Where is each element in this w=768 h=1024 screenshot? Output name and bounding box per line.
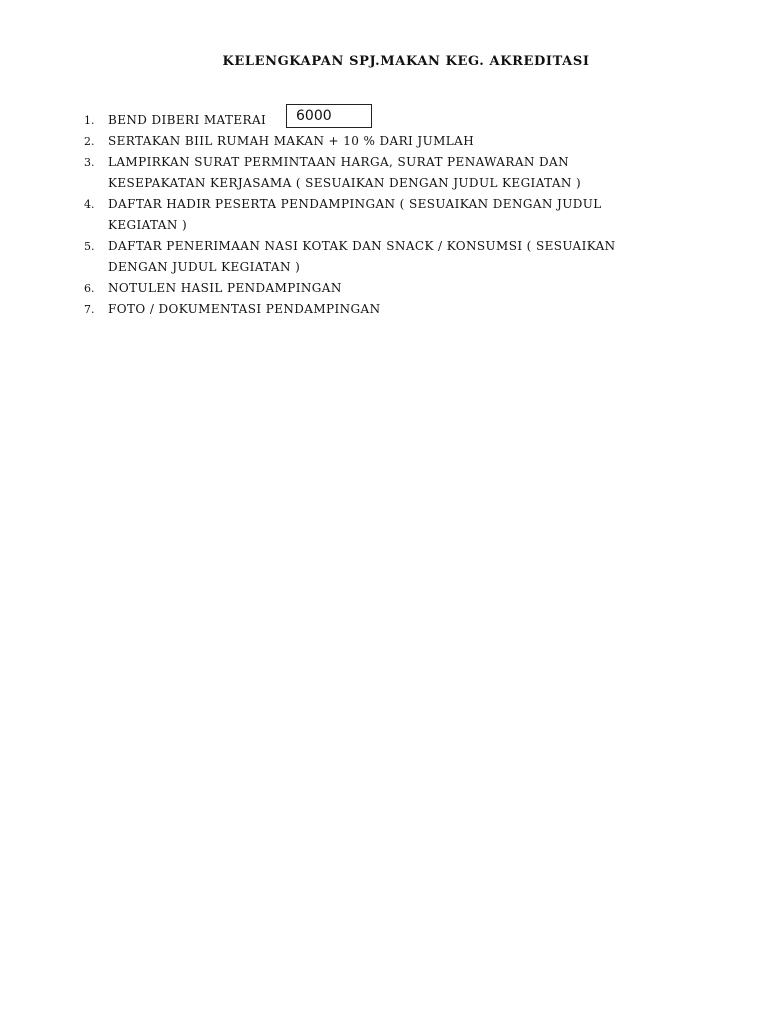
item-text: SERTAKAN BIIL RUMAH MAKAN + 10 % DARI JUMLAH (108, 134, 475, 148)
list-item (84, 131, 664, 152)
list-item (84, 236, 664, 278)
item-text: NOTULEN HASIL PENDAMPINGAN (108, 281, 342, 295)
item-number: 7. (84, 303, 95, 316)
item-text: BEND DIBERI MATERAI (108, 113, 267, 127)
item-number: 1. (84, 114, 95, 127)
list-item (84, 152, 664, 194)
stamp-value-box: 6000 (286, 104, 372, 128)
list-item (84, 110, 664, 131)
list-item (84, 299, 664, 320)
item-text: LAMPIRKAN SURAT PERMINTAAN HARGA, SURAT PENAWARAN DAN KESEPAKATAN KERJASAMA ( SESUAIKAN DENGAN JUDUL KEGIATAN ) (108, 155, 582, 190)
item-number: 3. (84, 156, 95, 169)
item-text: DAFTAR HADIR PESERTA PENDAMPINGAN ( SESUAIKAN DENGAN JUDUL KEGIATAN ) (108, 197, 602, 232)
item-number: 6. (84, 282, 95, 295)
requirements-list (84, 110, 664, 320)
item-number: 2. (84, 135, 95, 148)
list-item (84, 278, 664, 299)
item-text: DAFTAR PENERIMAAN NASI KOTAK DAN SNACK / KONSUMSI ( SESUAIKAN DENGAN JUDUL KEGIATAN ) (108, 239, 616, 274)
item-number: 4. (84, 198, 95, 211)
item-text: FOTO / DOKUMENTASI PENDAMPINGAN (108, 302, 381, 316)
document-title: KELENGKAPAN SPJ.MAKAN KEG. AKREDITASI (222, 54, 590, 69)
item-number: 5. (84, 240, 95, 253)
list-item (84, 194, 664, 236)
